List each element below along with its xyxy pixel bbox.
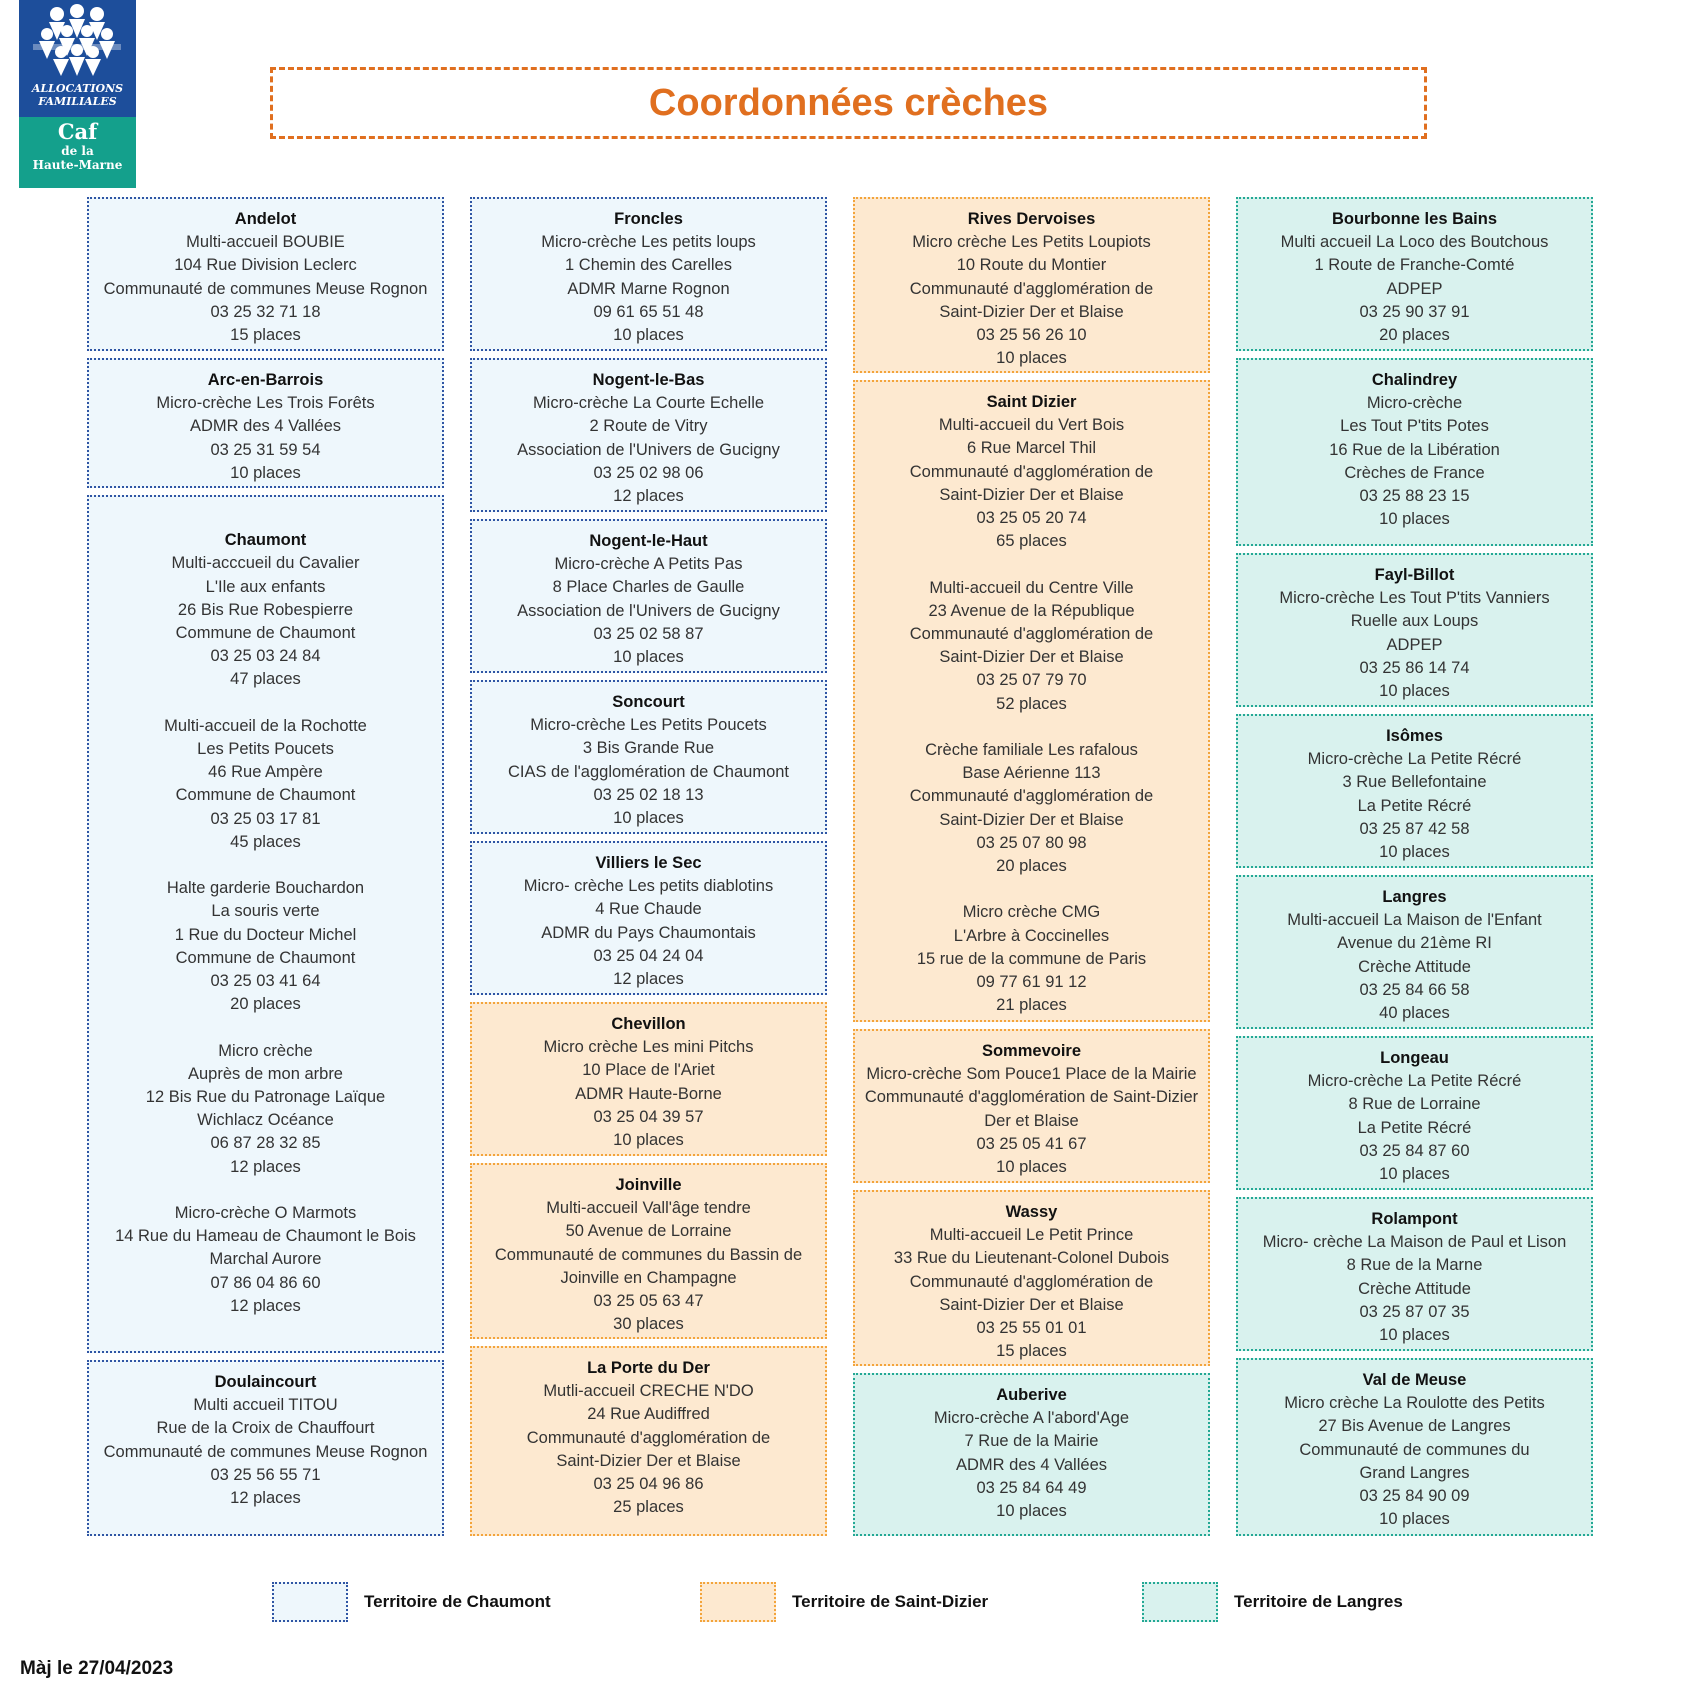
creche-card	[87, 197, 444, 351]
creche-detail-line: 46 Rue Ampère	[208, 763, 323, 782]
creche-detail-line: Commune de Chaumont	[175, 624, 356, 642]
creche-detail-line: 4 Rue Chaude	[595, 900, 702, 919]
creche-detail-line: 40 places	[1379, 1004, 1450, 1023]
logo-top-panel	[19, 0, 136, 117]
creche-detail-line: Multi-accueil du Vert Bois	[938, 416, 1125, 435]
creche-detail-line: 26 Bis Rue Robespierre	[177, 600, 354, 619]
legend-chaumont	[272, 1582, 632, 1622]
creche-detail-line: 10 places	[996, 1502, 1067, 1521]
creche-detail-line: Saint-Dizier Der et Blaise	[556, 1451, 741, 1470]
creche-detail-line: 03 25 84 90 09	[1359, 1487, 1470, 1506]
city-name: Val de Meuse	[1362, 1371, 1467, 1389]
creche-detail-line: 23 Avenue de la République	[928, 601, 1135, 620]
creche-detail-line: 03 25 87 42 58	[1359, 819, 1470, 838]
creche-detail-line: 45 places	[230, 832, 301, 851]
creche-card	[1236, 358, 1593, 546]
creche-detail-line: 8 Rue de Lorraine	[1348, 1095, 1481, 1114]
creche-card	[853, 1029, 1210, 1183]
creche-detail-line: Marchal Aurore	[209, 1250, 322, 1269]
creche-detail-line: 03 25 55 01 01	[976, 1319, 1087, 1338]
city-name: Chalindrey	[1371, 371, 1458, 389]
creche-detail-line: Multi-accueil du Centre Ville	[929, 578, 1134, 597]
creche-detail-line: 03 25 84 64 49	[976, 1478, 1087, 1497]
creche-detail-line: 03 25 31 59 54	[210, 440, 321, 459]
logo-caf-text: Caf	[57, 119, 98, 144]
creche-detail-line: Multi-acccueil du Cavalier	[171, 554, 360, 573]
creche-detail-line: 1 Chemin des Carelles	[565, 256, 732, 275]
creche-detail-line: Multi accueil La Loco des Boutchous	[1280, 233, 1549, 252]
update-date: Màj le 27/04/2023	[20, 1658, 174, 1679]
creche-detail-line: ADMR du Pays Chaumontais	[541, 923, 756, 942]
spacer	[89, 1016, 442, 1039]
creche-detail-line: 2 Route de Vitry	[589, 417, 708, 436]
city-name: Joinville	[615, 1176, 682, 1194]
city-name: Villiers le Sec	[595, 854, 702, 872]
creche-detail-line: Auprès de mon arbre	[187, 1064, 343, 1083]
creche-detail-line: Micro-crèche A l'abord'Age	[933, 1409, 1130, 1428]
creche-detail-line: Association de l'Univers de Gucigny	[517, 440, 780, 459]
creche-detail-line: 10 places	[613, 326, 684, 345]
creche-detail-line: 12 places	[613, 487, 684, 506]
creche-detail-line: 21 places	[996, 996, 1067, 1015]
spacer	[89, 854, 442, 877]
creche-detail-line: ADMR des 4 Vallées	[955, 1455, 1107, 1474]
creche-detail-line: 03 25 84 66 58	[1359, 980, 1470, 999]
title-box	[270, 67, 1427, 139]
creche-detail-line: 10 places	[1379, 1510, 1450, 1529]
creche-detail-line: Avenue du 21ème RI	[1337, 934, 1492, 953]
logo-bottom-panel	[19, 117, 136, 188]
creche-detail-line: 03 25 04 24 04	[593, 946, 704, 965]
creche-detail-line: 25 places	[613, 1498, 684, 1517]
creche-detail-line: ADPEP	[1386, 635, 1443, 654]
creche-detail-line: 10 places	[1379, 510, 1450, 529]
creche-detail-line: Communauté d'agglomération de	[526, 1428, 771, 1447]
creche-detail-line: 14 Rue du Hameau de Chaumont le Bois	[115, 1227, 416, 1246]
legend-label-stdizier: Territoire de Saint-Dizier	[792, 1592, 989, 1611]
creche-detail-line: 15 rue de la commune de Paris	[916, 949, 1147, 968]
creche-detail-line: 27 Bis Avenue de Langres	[1318, 1417, 1511, 1436]
creche-detail-line: 03 25 05 20 74	[976, 509, 1087, 528]
creche-card	[87, 358, 444, 488]
creche-detail-line: 7 Rue de la Mairie	[964, 1432, 1099, 1451]
creche-detail-line: Micro-crèche Les petits loups	[541, 233, 756, 252]
creche-detail-line: Communauté d'agglomération de Saint-Dizier	[864, 1088, 1199, 1107]
creche-detail-line: 10 places	[996, 349, 1067, 368]
creche-detail-line: 03 25 56 55 71	[210, 1465, 321, 1484]
creche-detail-line: Communauté d'agglomération de	[909, 1272, 1154, 1291]
creche-detail-line: 12 places	[613, 970, 684, 989]
creche-card	[853, 380, 1210, 1022]
creche-detail-line: 10 places	[1379, 1165, 1450, 1184]
creche-detail-line: Crèche familiale Les rafalous	[925, 741, 1138, 760]
creche-detail-line: 10 places	[1379, 682, 1450, 701]
creche-detail-line: Micro-crèche Som Pouce1 Place de la Mairie	[866, 1065, 1197, 1084]
creche-detail-line: Communauté de communes du	[1299, 1440, 1530, 1459]
creche-detail-line: Crèches de France	[1344, 463, 1485, 482]
creche-detail-line: 10 places	[230, 463, 301, 482]
creche-detail-line: 07 86 04 86 60	[210, 1273, 321, 1292]
creche-detail-line: Les Petits Poucets	[197, 740, 334, 758]
city-name: Saint Dizier	[986, 393, 1077, 411]
creche-detail-line: 8 Rue de la Marne	[1346, 1256, 1483, 1275]
creche-detail-line: 03 25 02 18 13	[593, 785, 704, 804]
creche-detail-line: 10 places	[613, 1131, 684, 1150]
city-name: Wassy	[1005, 1203, 1058, 1221]
creche-detail-line: 12 places	[230, 1157, 301, 1176]
creche-detail-line: ADPEP	[1386, 279, 1443, 298]
spacer	[89, 506, 442, 529]
creche-detail-line: 12 Bis Rue du Patronage Laïque	[145, 1088, 386, 1107]
creche-card	[1236, 1358, 1593, 1536]
creche-detail-line: 10 Place de l'Ariet	[582, 1061, 715, 1080]
spacer	[855, 878, 1208, 901]
creche-detail-line: Wichlacz Océance	[197, 1111, 334, 1130]
creche-detail-line: 03 25 56 26 10	[976, 326, 1087, 345]
creche-detail-line: 03 25 02 58 87	[593, 624, 704, 643]
creche-detail-line: 06 87 28 32 85	[210, 1134, 321, 1153]
creche-detail-line: Les Tout P'tits Potes	[1340, 417, 1489, 436]
creche-detail-line: 09 77 61 91 12	[976, 973, 1087, 992]
creche-detail-line: Crèche Attitude	[1358, 957, 1471, 976]
creche-detail-line: Commune de Chaumont	[175, 948, 356, 967]
creche-detail-line: Grand Langres	[1359, 1463, 1470, 1482]
creche-detail-line: 52 places	[996, 694, 1067, 713]
creche-card	[470, 680, 827, 834]
creche-card	[470, 1163, 827, 1339]
creche-detail-line: 12 places	[230, 1296, 301, 1315]
creche-card	[87, 1360, 444, 1536]
creche-card	[853, 197, 1210, 373]
creche-detail-line: Micro-crèche Les Trois Forêts	[156, 394, 375, 413]
creche-detail-line: Mutli-accueil CRECHE N'DO	[543, 1382, 754, 1401]
creche-detail-line: La Petite Récré	[1357, 796, 1472, 815]
creche-detail-line: Micro- crèche La Maison de Paul et Lison	[1262, 1233, 1567, 1252]
creche-detail-line: 03 25 03 24 84	[210, 647, 321, 666]
city-name: Andelot	[234, 210, 297, 228]
creche-detail-line: 16 Rue de la Libération	[1329, 440, 1500, 459]
creche-detail-line: Micro crèche Les mini Pitchs	[543, 1038, 754, 1057]
creche-detail-line: Micro crèche	[218, 1041, 313, 1060]
creche-card	[1236, 197, 1593, 351]
creche-detail-line: Saint-Dizier Der et Blaise	[939, 1295, 1124, 1314]
logo-caption-line2: FAMILIALES	[38, 95, 117, 108]
creche-card	[470, 519, 827, 673]
creche-detail-line: Communauté de communes Meuse Rognon	[103, 1442, 428, 1461]
creche-detail-line: Rue de la Croix de Chauffourt	[156, 1419, 375, 1438]
creche-detail-line: 03 25 07 79 70	[976, 671, 1087, 690]
creche-detail-line: 03 25 02 98 06	[593, 463, 704, 482]
city-name: Nogent-le-Haut	[589, 532, 708, 550]
creche-detail-line: 03 25 05 41 67	[976, 1134, 1087, 1153]
logo-caption-line1: ALLOCATIONS	[31, 82, 124, 95]
legend-label-chaumont: Territoire de Chaumont	[364, 1592, 551, 1611]
creche-detail-line: 10 places	[1379, 1326, 1450, 1345]
creche-detail-line: 12 places	[230, 1489, 301, 1508]
city-name: Sommevoire	[981, 1042, 1082, 1060]
creche-detail-line: ADMR Marne Rognon	[567, 279, 730, 298]
city-name: Arc-en-Barrois	[207, 371, 324, 389]
city-name: Langres	[1382, 888, 1447, 906]
creche-detail-line: 03 25 03 41 64	[210, 972, 321, 991]
creche-detail-line: L'Arbre à Coccinelles	[953, 926, 1110, 945]
creche-card	[470, 358, 827, 512]
creche-card	[87, 495, 444, 1353]
creche-detail-line: 24 Rue Audiffred	[587, 1405, 710, 1424]
creche-detail-line: 8 Place Charles de Gaulle	[552, 578, 745, 597]
creche-detail-line: 03 25 32 71 18	[210, 302, 321, 321]
creche-detail-line: Micro-crèche La Courte Echelle	[532, 394, 765, 413]
creche-detail-line: 20 places	[230, 995, 301, 1014]
creche-card	[470, 841, 827, 995]
logo-department-text: Haute-Marne	[32, 158, 123, 172]
creche-detail-line: ADMR Haute-Borne	[575, 1084, 722, 1103]
logo-dela-text: de la	[61, 144, 94, 158]
creche-detail-line: Micro-crèche La Petite Récré	[1307, 1072, 1522, 1091]
creche-detail-line: Crèche Attitude	[1358, 1279, 1471, 1298]
creche-card	[853, 1373, 1210, 1536]
creche-detail-line: 1 Rue du Docteur Michel	[174, 925, 357, 944]
creche-detail-line: Micro-crèche	[1366, 394, 1463, 413]
spacer	[855, 716, 1208, 739]
creche-detail-line: Micro-crèche O Marmots	[174, 1204, 357, 1223]
creche-detail-line: 03 25 07 80 98	[976, 833, 1087, 852]
creche-card	[853, 1190, 1210, 1366]
creche-detail-line: 20 places	[996, 857, 1067, 876]
creche-detail-line: La Petite Récré	[1357, 1118, 1472, 1137]
city-name: Soncourt	[612, 693, 685, 711]
creche-detail-line: Communauté de communes Meuse Rognon	[103, 279, 428, 298]
creche-detail-line: 3 Bis Grande Rue	[582, 739, 715, 758]
creche-detail-line: 47 places	[230, 670, 301, 689]
creche-detail-line: Multi-accueil La Maison de l'Enfant	[1287, 911, 1542, 930]
legend-stdizier	[700, 1582, 1060, 1622]
legend-swatch-langres	[1142, 1582, 1218, 1622]
creche-detail-line: Halte garderie Bouchardon	[166, 879, 365, 898]
creche-detail-line: Multi-accueil BOUBIE	[186, 233, 345, 252]
creche-card	[470, 197, 827, 351]
creche-detail-line: Saint-Dizier Der et Blaise	[939, 810, 1124, 829]
legend-label-langres: Territoire de Langres	[1234, 1592, 1403, 1611]
spacer	[89, 692, 442, 715]
creche-detail-line: Der et Blaise	[984, 1111, 1079, 1130]
legend-swatch-chaumont	[272, 1582, 348, 1622]
creche-detail-line: 10 places	[613, 648, 684, 667]
creche-card	[470, 1002, 827, 1156]
creche-detail-line: 50 Avenue de Lorraine	[565, 1222, 732, 1241]
creche-detail-line: Micro-crèche La Petite Récré	[1307, 750, 1522, 769]
creche-detail-line: 03 25 84 87 60	[1359, 1141, 1470, 1160]
creche-detail-line: 10 places	[996, 1158, 1067, 1177]
city-name: Fayl-Billot	[1374, 566, 1455, 584]
legend-swatch-stdizier	[700, 1582, 776, 1622]
creche-detail-line: 3 Rue Bellefontaine	[1342, 773, 1487, 792]
creche-detail-line: 15 places	[996, 1342, 1067, 1361]
city-name: Froncles	[614, 210, 683, 228]
creche-detail-line: 03 25 88 23 15	[1359, 487, 1470, 506]
creche-detail-line: Joinville en Champagne	[560, 1268, 737, 1287]
creche-detail-line: Communauté de communes du Bassin de	[494, 1245, 803, 1264]
creche-detail-line: 03 25 90 37 91	[1359, 302, 1470, 321]
creche-detail-line: 104 Rue Division Leclerc	[174, 256, 357, 275]
creche-detail-line: Association de l'Univers de Gucigny	[517, 601, 780, 620]
legend-langres	[1142, 1582, 1502, 1622]
creche-card	[1236, 1036, 1593, 1190]
creche-detail-line: Communauté d'agglomération de	[909, 462, 1154, 481]
logo-caption	[19, 82, 136, 108]
creche-detail-line: 03 25 05 63 47	[593, 1292, 704, 1311]
creche-detail-line: 03 25 86 14 74	[1359, 658, 1470, 677]
creche-detail-line: 10 Route du Montier	[956, 256, 1107, 275]
creche-card	[1236, 553, 1593, 707]
creche-detail-line: Micro crèche Les Petits Loupiots	[912, 233, 1151, 252]
creche-detail-line: Saint-Dizier Der et Blaise	[939, 648, 1124, 667]
creche-detail-line: L'Ile aux enfants	[205, 577, 326, 596]
creche-detail-line: Ruelle aux Loups	[1350, 612, 1479, 631]
creche-detail-line: Micro crèche La Roulotte des Petits	[1284, 1394, 1545, 1413]
creche-detail-line: Communauté d'agglomération de	[909, 787, 1154, 806]
creche-detail-line: 03 25 87 07 35	[1359, 1302, 1470, 1321]
creche-card	[470, 1346, 827, 1536]
creche-detail-line: 65 places	[996, 532, 1067, 551]
creche-detail-line: Saint-Dizier Der et Blaise	[939, 485, 1124, 504]
spacer	[855, 553, 1208, 576]
city-name: Auberive	[996, 1386, 1067, 1404]
creche-detail-line: Micro crèche CMG	[962, 903, 1101, 922]
creche-detail-line: 1 Route de Franche-Comté	[1314, 256, 1515, 275]
creche-detail-line: 20 places	[1379, 326, 1450, 345]
city-name: La Porte du Der	[587, 1359, 710, 1377]
creche-detail-line: 30 places	[613, 1315, 684, 1334]
creche-card	[1236, 1197, 1593, 1351]
creche-detail-line: 03 25 03 17 81	[210, 809, 321, 828]
caf-logo	[19, 0, 136, 188]
family-people-icon	[27, 4, 127, 80]
city-name: Chevillon	[611, 1015, 686, 1033]
city-name: Longeau	[1380, 1049, 1449, 1067]
creche-detail-line: CIAS de l'agglomération de Chaumont	[507, 762, 790, 781]
creche-detail-line: ADMR des 4 Vallées	[189, 417, 341, 436]
city-name: Chaumont	[224, 531, 307, 550]
creche-detail-line: 10 places	[1379, 843, 1450, 862]
creche-detail-line: 09 61 65 51 48	[593, 302, 704, 321]
creche-detail-line: 03 25 04 39 57	[593, 1107, 704, 1126]
page-title: Coordonnées crèches	[648, 81, 1049, 124]
city-name: Nogent-le-Bas	[592, 371, 705, 389]
creche-detail-line: Micro-crèche A Petits Pas	[554, 555, 743, 574]
creche-detail-line: 03 25 04 96 86	[593, 1475, 704, 1494]
city-name: Bourbonne les Bains	[1331, 210, 1498, 228]
creche-detail-line: Communauté d'agglomération de	[909, 625, 1154, 644]
creche-card	[1236, 875, 1593, 1029]
creche-detail-line: Micro-crèche Les Tout P'tits Vanniers	[1279, 589, 1550, 608]
city-name: Rolampont	[1371, 1210, 1458, 1228]
creche-detail-line: Multi-accueil Le Petit Prince	[929, 1226, 1134, 1245]
creche-detail-line: Communauté d'agglomération de	[909, 279, 1154, 298]
creche-detail-line: 10 places	[613, 809, 684, 828]
creche-detail-line: Base Aérienne 113	[962, 764, 1101, 783]
creche-card	[1236, 714, 1593, 868]
creche-detail-line: Micro- crèche Les petits diablotins	[523, 877, 774, 896]
creche-detail-line: La souris verte	[211, 902, 320, 921]
city-name: Rives Dervoises	[967, 210, 1096, 228]
creche-detail-line: Saint-Dizier Der et Blaise	[939, 302, 1124, 321]
city-name: Doulaincourt	[214, 1373, 317, 1391]
creche-detail-line: 15 places	[230, 326, 301, 345]
creche-detail-line: 6 Rue Marcel Thil	[967, 439, 1096, 458]
creche-detail-line: Multi-accueil de la Rochotte	[164, 716, 367, 735]
city-name: Isômes	[1386, 727, 1443, 745]
creche-detail-line: Commune de Chaumont	[175, 786, 356, 805]
creche-detail-line: Multi accueil TITOU	[193, 1396, 338, 1415]
creche-detail-line: Micro-crèche Les Petits Poucets	[530, 716, 767, 735]
creche-detail-line: Multi-accueil Vall'âge tendre	[546, 1199, 751, 1218]
creche-detail-line: 33 Rue du Lieutenant-Colonel Dubois	[893, 1249, 1170, 1268]
spacer	[89, 1179, 442, 1202]
